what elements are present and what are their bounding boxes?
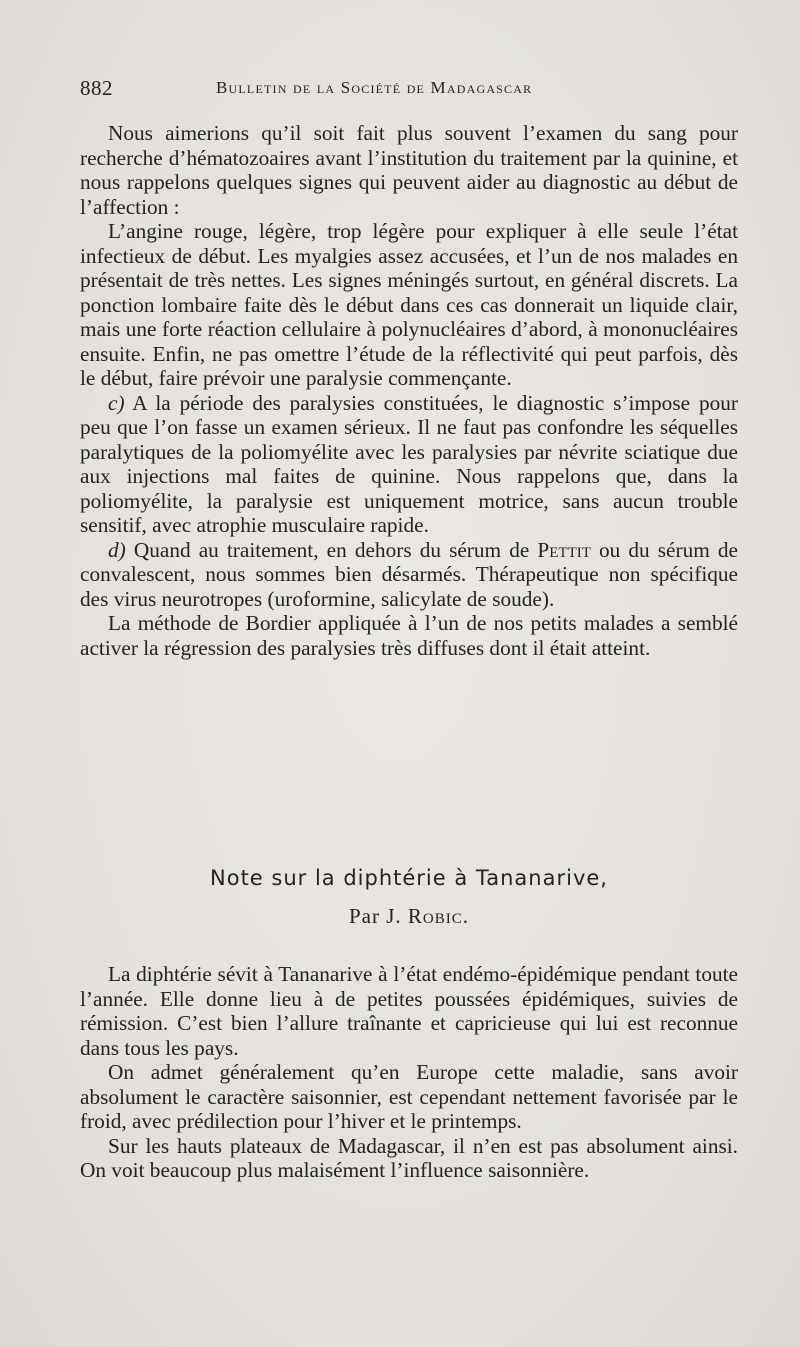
byline-author: Robic. [407,904,470,928]
paragraph-bordier-method: La méthode de Bordier appliquée à l’un de nos petits malades a semblé activer la régression des paralysies très diffuses dont il était atteint. [80,611,738,660]
item-label-c: c) [108,390,125,415]
article-title: Note sur la diphtérie à Tananarive, [210,866,608,890]
paragraph-diphtheria-endemic: La diphtérie sévit à Tananarive à l’état endémo-épidémique pendant toute l’année. Elle donne lieu à de petites poussées épidémiques, suivies de rémission. C’est bien l’allure traînante et capricieuse qui lui est reconnue dans tous les pays. [80,962,738,1060]
paragraph-europe-seasonal: On admet généralement qu’en Europe cette maladie, sans avoir absolument le caractère saisonnier, est cependant nettement favorisée par le froid, avec prédilection pour l’hiver et le printemps. [80,1060,738,1133]
page-header [80,76,740,104]
paragraph-paralysis-period [80,391,738,538]
paragraph-blood-exam: Nous aimerions qu’il soit fait plus souvent l’examen du sang pour recherche d’hématozoaires avant l’institution du traitement par la quinine, et nous rappelons quelques signes qui peuvent aider au diagnostic au début de l’affection : [80,121,738,219]
article-byline [80,904,738,929]
paragraph-treatment [80,538,738,612]
paragraph-early-signs: L’angine rouge, légère, trop légère pour expliquer à elle seule l’état infectieux de début. Les myalgies assez accusées, et l’un de nos malades en présentait de très nettes. Les signes méningés surtout, en général discrets. La ponction lombaire faite dès le début dans ces cas donnerait un liquide clair, mais une forte réaction cellulaire à polynucléaires d’abord, à mononucléaires ensuite. Enfin, ne pas omettre l’étude de la réflectivité qui peut parfois, dès le début, faire prévoir une paralysie commençante. [80,219,738,390]
page-number: 882 [80,76,113,100]
diphtheria-article-body [80,962,738,1183]
byline-prefix: Par J. [348,904,402,928]
paragraph-paralysis-text: A la période des paralysies constituées, le diagnostic s’impose pour peu que l’on fasse un examen sérieux. Il ne faut pas confondre les séquelles paralytiques de la poliomyélite avec les paralysies par névrite sciatique due aux injections mal faites de quinine. Nous rappelons que, dans la poliomyélite, la paralysie est uniquement motrice, sans aucun trouble sensitif, avec atrophie musculaire rapide. [80,390,738,537]
item-label-d: d) [108,537,126,562]
author-name-pettit: Pettit [537,537,591,562]
running-head: Bulletin de la Société de Madagascar [216,78,533,97]
paragraph-madagascar-plateaus: Sur les hauts plateaux de Madagascar, il n’en est pas absolument ainsi. On voit beaucoup plus malaisément l’influence saisonnière. [80,1133,738,1182]
previous-article-conclusion [80,121,738,660]
treatment-text-before: Quand au traitement, en dehors du sérum de [133,537,530,562]
treatment-text-after: ou du sérum de convalescent, nous sommes bien désarmés. Thérapeutique non spécifique des virus neurotropes (uroformine, salicylate de soude). [80,537,738,611]
